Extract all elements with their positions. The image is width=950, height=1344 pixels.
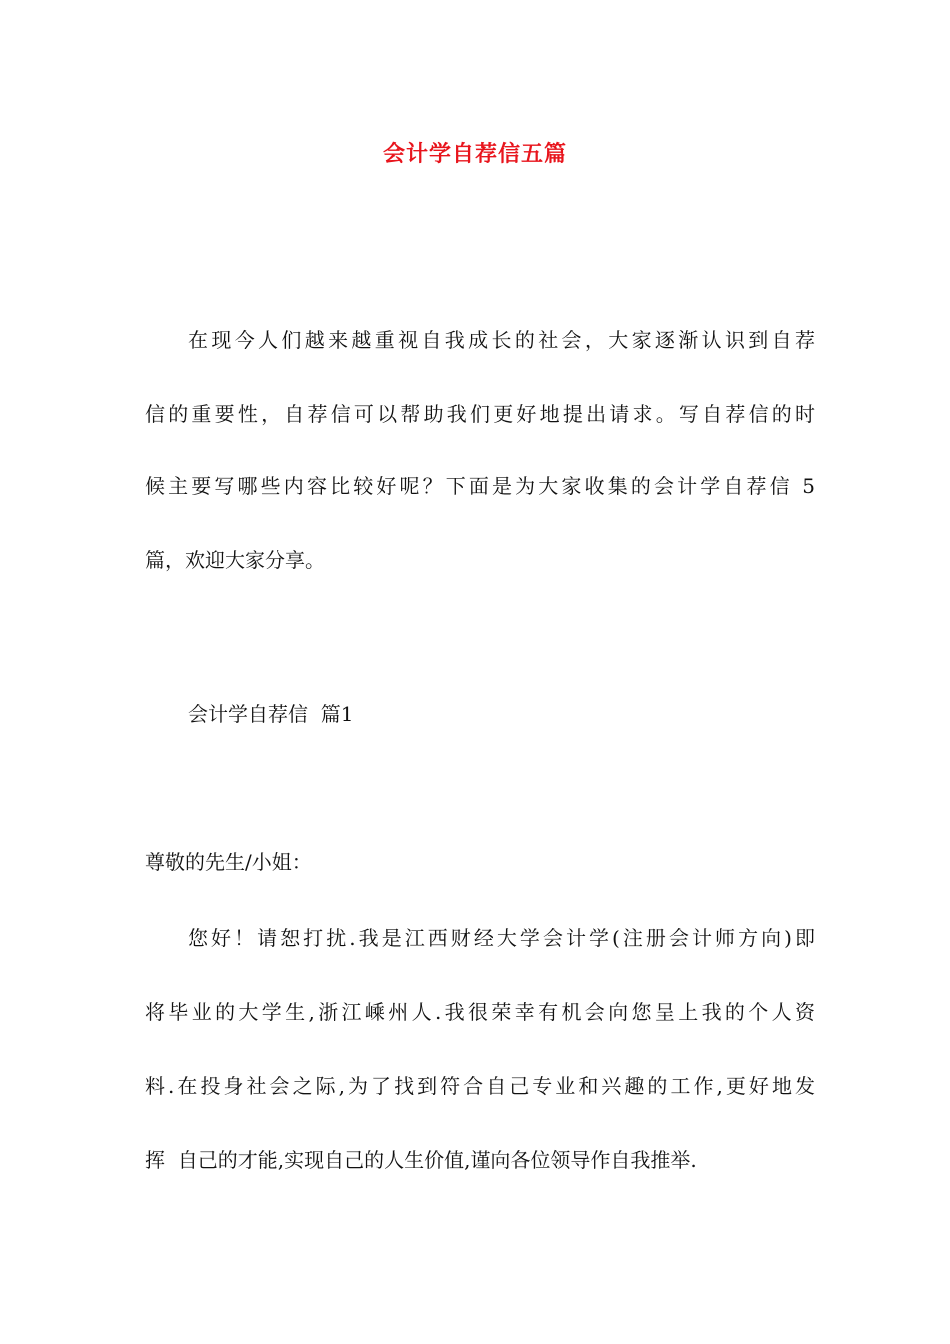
intro-line: 信的重要性，自荐信可以帮助我们更好地提出请求。写自荐信的时 (145, 402, 815, 426)
intro-line: 在现今人们越来越重视自我成长的社会，大家逐渐认识到自荐 (188, 328, 815, 352)
section-heading: 会计学自荐信 篇1 (188, 702, 354, 726)
document-title: 会计学自荐信五篇 (382, 141, 567, 167)
intro-line: 候主要写哪些内容比较好呢？下面是为大家收集的会计学自荐信 5 (145, 474, 815, 498)
body-line: 您好！请恕打扰.我是江西财经大学会计学(注册会计师方向)即 (188, 926, 815, 950)
body-line: 将毕业的大学生,浙江嵊州人.我很荣幸有机会向您呈上我的个人资 (145, 1000, 815, 1024)
salutation: 尊敬的先生/小姐： (145, 850, 312, 874)
intro-line: 篇，欢迎大家分享。 (145, 548, 325, 572)
body-line: 挥 自己的才能,实现自己的人生价值,谨向各位领导作自我推举. (145, 1148, 697, 1172)
body-line: 料.在投身社会之际,为了找到符合自己专业和兴趣的工作,更好地发 (145, 1074, 815, 1098)
